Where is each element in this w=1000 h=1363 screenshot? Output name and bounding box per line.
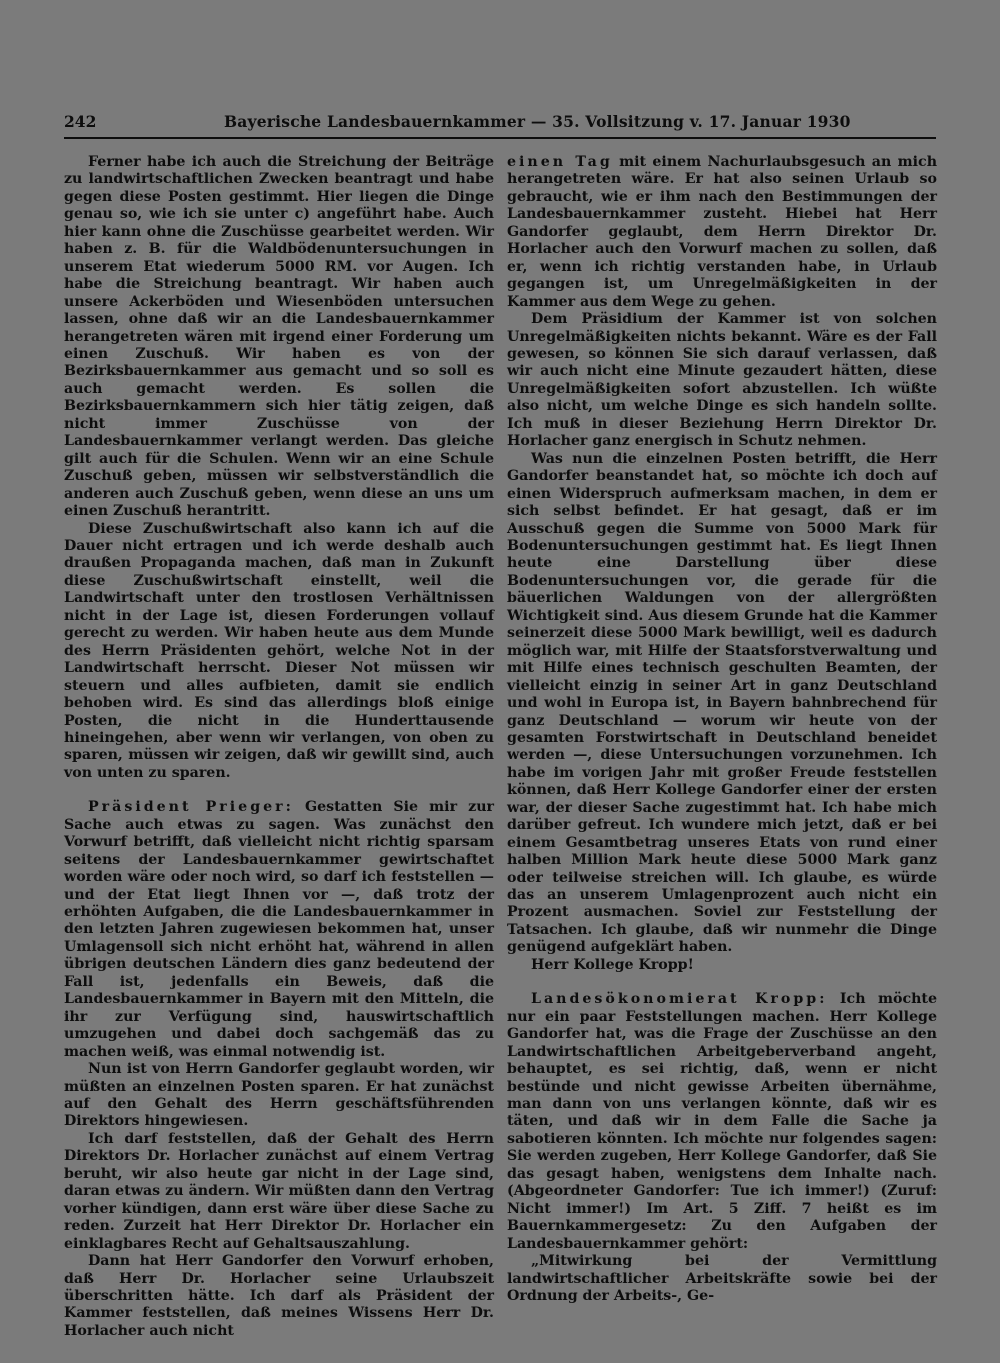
- speaker-name: Landesökonomierat Kropp:: [531, 991, 828, 1008]
- speaker-name: Präsident Prieger:: [88, 799, 294, 816]
- paragraph-text: mit einem Nachurlaubsgesuch an mich herangetreten wäre. Er hat also seinen Urlaub so gebraucht, wie er ihm nach den Bestimmungen der Landesbauernkammer zusteht. Hiebei hat Herr Gandorfer geglaubt, dem Herrn Direktor Dr. Horlacher auch den Vorwurf machen zu sollen, daß er, wenn ich richtig verstanden habe, in Urlaub gegangen ist, um Unregelmäßigkeiten in der Kammer aus dem Wege zu gehen.: [507, 154, 938, 310]
- paragraph: Herr Kollege Kropp!: [531, 956, 694, 973]
- paragraph: Dann hat Herr Gandorfer den Vorwurf erhoben, daß Herr Dr. Horlacher seine Urlaubszeit überschritten hätte. Ich darf als Präsident der Kammer feststellen, daß meines Wissens Herr Dr. Horlacher auch nicht: [64, 1253, 494, 1339]
- left-column: [64, 154, 494, 1340]
- paragraph: Diese Zuschußwirtschaft also kann ich auf die Dauer nicht ertragen und ich werde deshalb auch draußen Propaganda machen, daß man in Zukunft diese Zuschußwirtschaft einstellt, weil die Landwirtschaft unter den trostlosen Verhältnissen nicht in der Lage ist, diesen Forderungen vollauf gerecht zu werden. Wir haben heute aus dem Munde des Herrn Präsidenten gehört, welche Not in der Landwirtschaft herrscht. Dieser Not müssen wir steuern und alles aufbieten, damit sie endlich behoben wird. Es sind das allerdings bloß einige Posten, die nicht in die Hunderttausende hineingehen, aber wenn wir verlangen, von oben zu sparen, müssen wir zeigen, daß wir gewillt sind, auch von unten zu sparen.: [64, 520, 494, 781]
- page-number: 242: [64, 112, 97, 131]
- speech-text: Ich möchte nur ein paar Feststellungen machen. Herr Kollege Gandorfer hat, was die Frage der Zuschüsse an den Landwirtschaftlichen Arbeitgeberverband angeht, behauptet, es sei richtig, daß, wenn er nicht bestünde und nicht gewisse Arbeiten übernähme, man dann von uns verlangen könnte, daß wir es täten, und daß wir in dem Falle die Sache ja sabotieren könnten. Ich möchte nur folgendes sagen: Sie werden zugeben, Herr Kollege Gandorfer, daß Sie das gesagt haben, wenigstens dem Inhalte nach. (Abgeordneter Gandorfer: Tue ich immer!) (Zuruf: Nicht immer!) Im Art. 5 Ziff. 7 heißt es im Bauernkammergesetz: Zu den Aufgaben der Landesbauernkammer gehört:: [507, 991, 937, 1252]
- paragraph: [64, 799, 494, 1061]
- paragraph: Dem Präsidium der Kammer ist von solchen Unregelmäßigkeiten nichts bekannt. Wäre es der Fall gewesen, so können Sie sich darauf verlassen, daß wir auch nicht eine Minute gezaudert hätten, diese Unregelmäßigkeiten sofort abzustellen. Ich wüßte also nicht, um welche Dinge es sich handeln sollte. Ich muß in dieser Beziehung Herrn Direktor Dr. Horlacher ganz energisch in Schutz nehmen.: [507, 311, 937, 450]
- paragraph: [507, 154, 937, 311]
- right-column: [507, 154, 937, 1305]
- emphasized-text: einen Tag: [507, 154, 613, 170]
- paragraph: Nun ist von Herrn Gandorfer geglaubt worden, wir müßten an einzelnen Posten sparen. Er hat zunächst auf den Gehalt des Herrn geschäftsführenden Direktors hingewiesen.: [64, 1061, 494, 1130]
- paragraph: Ferner habe ich auch die Streichung der Beiträge zu landwirtschaftlichen Zwecken beantragt und habe gegen diese Posten gestimmt. Hier liegen die Dinge genau so, wie ich sie unter c) angeführt habe. Auch hier kann ohne die Zuschüsse gearbeitet werden. Wir haben z. B. für die Waldbödenuntersuchungen in unserem Etat wiederum 5000 RM. vor Augen. Ich habe die Streichung beantragt. Wir haben auch unsere Ackerböden und Wiesenböden untersuchen lassen, ohne daß wir an die Landesbauernkammer herangetreten wären mit irgend einer Forderung um einen Zuschuß. Wir haben es von der Bezirksbauernkammer aus gemacht und so soll es auch gemacht werden. Es sollen die Bezirksbauernkammern sich hier tätig zeigen, daß nicht immer Zuschüsse von der Landesbauernkammer verlangt werden. Das gleiche gilt auch für die Schulen. Wenn wir an eine Schule Zuschuß geben, müssen wir selbstverständlich die anderen auch Zuschuß geben, wenn diese an uns um einen Zuschuß herantritt.: [64, 154, 494, 520]
- paragraph: Ich darf feststellen, daß der Gehalt des Herrn Direktors Dr. Horlacher zunächst auf einem Vertrag beruht, wir also heute gar nicht in der Lage sind, daran etwas zu ändern. Wir müßten dann den Vertrag vorher kündigen, dann erst wäre über diese Sache zu reden. Zurzeit hat Herr Direktor Dr. Horlacher ein einklagbares Recht auf Gehaltsauszahlung.: [64, 1130, 494, 1252]
- paragraph: Was nun die einzelnen Posten betrifft, die Herr Gandorfer beanstandet hat, so möchte ich doch auf einen Widerspruch aufmerksam machen, in dem er sich selbst befindet. Er hat gesagt, daß er im Ausschuß gegen die Summe von 5000 Mark für Bodenuntersuchungen gestimmt hat. Es liegt Ihnen heute eine Darstellung über diese Bodenuntersuchungen vor, die gerade für die bäuerlichen Waldungen von der allergrößten Wichtigkeit sind. Aus diesem Grunde hat die Kammer seinerzeit diese 5000 Mark bewilligt, weil es dadurch möglich war, mit Hilfe der Staatsforstverwaltung und mit Hilfe eines technisch geschulten Beamten, der vielleicht einzig in seiner Art in ganz Deutschland und wohl in Europa ist, in Bayern bahnbrechend für ganz Deutschland — worum wir heute von der gesamten Forstwirtschaft in Deutschland beneidet werden —, diese Untersuchungen vorzunehmen. Ich habe im vorigen Jahr mit großer Freude feststellen können, daß Herr Kollege Gandorfer einer der ersten war, der dieser Sache zugestimmt hat. Ich habe mich darüber gefreut. Ich wundere mich jetzt, daß er bei einem Gesamtbetrag unseres Etats von rund einer halben Million Mark heute diese 5000 Mark ganz oder teilweise streichen will. Ich glaube, es würde das an unserem Umlagenprozent auch nicht ein Prozent ausmachen. Soviel zur Feststellung der Tatsachen. Ich glaube, daß wir nunmehr die Dinge genügend aufgeklärt haben.: [507, 450, 937, 956]
- page-header: [64, 112, 936, 136]
- paragraph: [507, 991, 937, 1253]
- speech-text: Gestatten Sie mir zur Sache auch etwas zu sagen. Was zunächst den Vorwurf betrifft, daß vielleicht nicht richtig sparsam seitens der Landesbauernkammer gewirtschaftet worden wäre oder noch wird, so darf ich feststellen — und der Etat liegt Ihnen vor —, daß trotz der erhöhten Aufgaben, die die Landesbauernkammer in den letzten Jahren zugewiesen bekommen hat, unser Umlagensoll sich nicht erhöht hat, während in allen übrigen deutschen Ländern dies ganz bedeutend der Fall ist, jedenfalls ein Beweis, daß die Landesbauernkammer in Bayern mit den Mitteln, die ihr zur Verfügung sind, hauswirtschaftlich umzugehen und dabei doch sachgemäß das zu machen weiß, was einmal notwendig ist.: [64, 799, 495, 1060]
- paragraph: „Mitwirkung bei der Vermittlung landwirtschaftlicher Arbeitskräfte sowie bei der Ordnung der Arbeits-, Ge-: [507, 1253, 937, 1304]
- header-rule: [64, 137, 936, 139]
- running-title: Bayerische Landesbauernkammer — 35. Vollsitzung v. 17. Januar 1930: [224, 112, 851, 131]
